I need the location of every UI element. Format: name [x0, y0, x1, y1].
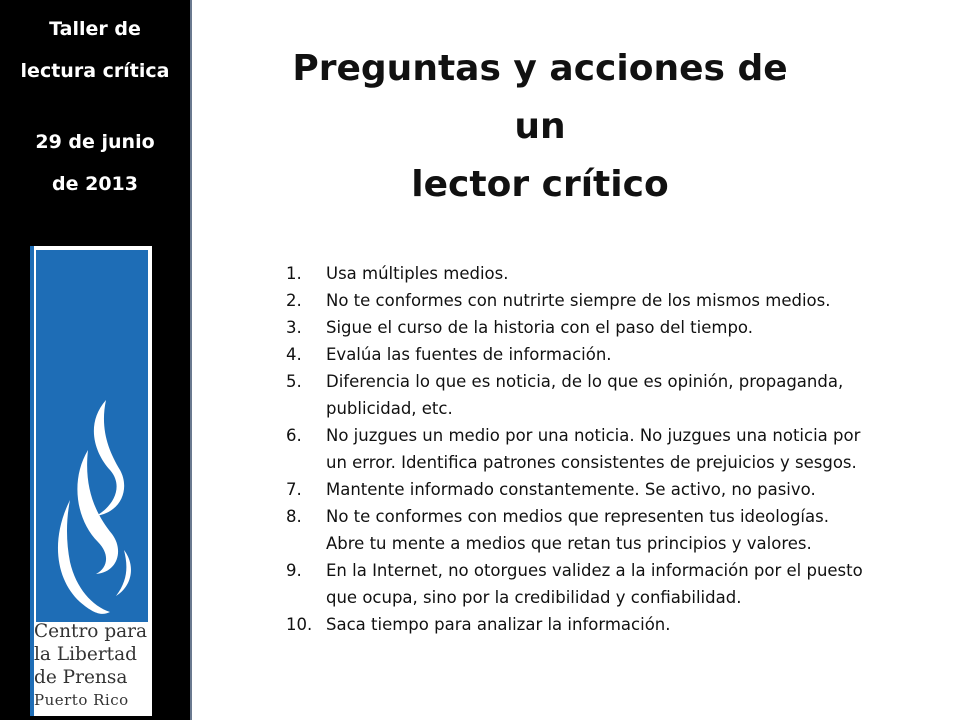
list-item-text: No juzgues un medio por una noticia. No juzgues una noticia por	[326, 426, 861, 445]
list-item-text: Diferencia lo que es noticia, de lo que es opinión, propaganda,	[326, 372, 844, 391]
list-item	[286, 287, 956, 314]
list-item	[286, 422, 956, 476]
list-item-number: 5.	[286, 372, 302, 391]
workshop-title-line: lectura crítica	[20, 60, 170, 82]
logo-text-line: de Prensa	[34, 667, 128, 688]
list-item-text: publicidad, etc.	[326, 399, 453, 418]
list-item-number: 6.	[286, 426, 302, 445]
critical-reader-list	[286, 260, 956, 638]
logo-wordmark	[34, 620, 152, 712]
list-item	[286, 314, 956, 341]
list-item-number: 2.	[286, 291, 302, 310]
list-item-text: que ocupa, sino por la credibilidad y confiabilidad.	[326, 588, 742, 607]
list-item	[286, 611, 956, 638]
list-item	[286, 557, 956, 611]
organization-logo	[30, 246, 152, 716]
list-item-number: 4.	[286, 345, 302, 364]
logo-text-line: Puerto Rico	[34, 691, 129, 709]
list-item	[286, 503, 956, 557]
list-item-number: 7.	[286, 480, 302, 499]
list-item-text: un error. Identifica patrones consistentes de prejuicios y sesgos.	[326, 453, 857, 472]
list-item	[286, 341, 956, 368]
logo-emblem	[36, 250, 148, 622]
list-item	[286, 368, 956, 422]
list-item-text: Usa múltiples medios.	[326, 264, 509, 283]
workshop-title-line: Taller de	[49, 18, 141, 40]
list-item-text: No te conformes con nutrirte siempre de los mismos medios.	[326, 291, 831, 310]
list-item	[286, 260, 956, 287]
list-item-number: 9.	[286, 561, 302, 580]
list-item-text: En la Internet, no otorgues validez a la información por el puesto	[326, 561, 863, 580]
list-item-text: No te conformes con medios que representen tus ideologías.	[326, 507, 829, 526]
list-item-text: Evalúa las fuentes de información.	[326, 345, 612, 364]
list-item-text: Mantente informado constantemente. Se activo, no pasivo.	[326, 480, 816, 499]
page-title	[270, 40, 810, 214]
page-title-line: lector crítico	[411, 164, 669, 205]
list-item-number: 1.	[286, 264, 302, 283]
list-item-text: Abre tu mente a medios que retan tus principios y valores.	[326, 534, 812, 553]
workshop-date-line: 29 de junio	[35, 131, 155, 153]
page-title-line: Preguntas y acciones de un	[292, 48, 788, 147]
list-item	[286, 476, 956, 503]
workshop-info	[0, 8, 190, 205]
logo-text-line: la Libertad	[34, 644, 137, 665]
list-item-number: 3.	[286, 318, 302, 337]
list-item-text: Sigue el curso de la historia con el paso del tiempo.	[326, 318, 753, 337]
logo-text-line: Centro para	[34, 621, 148, 642]
workshop-date-line: de 2013	[52, 173, 138, 195]
sidebar	[0, 0, 192, 720]
list-item-number: 8.	[286, 507, 302, 526]
list-item-number: 10.	[286, 615, 313, 634]
flame-emblem-icon	[36, 250, 148, 622]
list-item-text: Saca tiempo para analizar la información.	[326, 615, 671, 634]
